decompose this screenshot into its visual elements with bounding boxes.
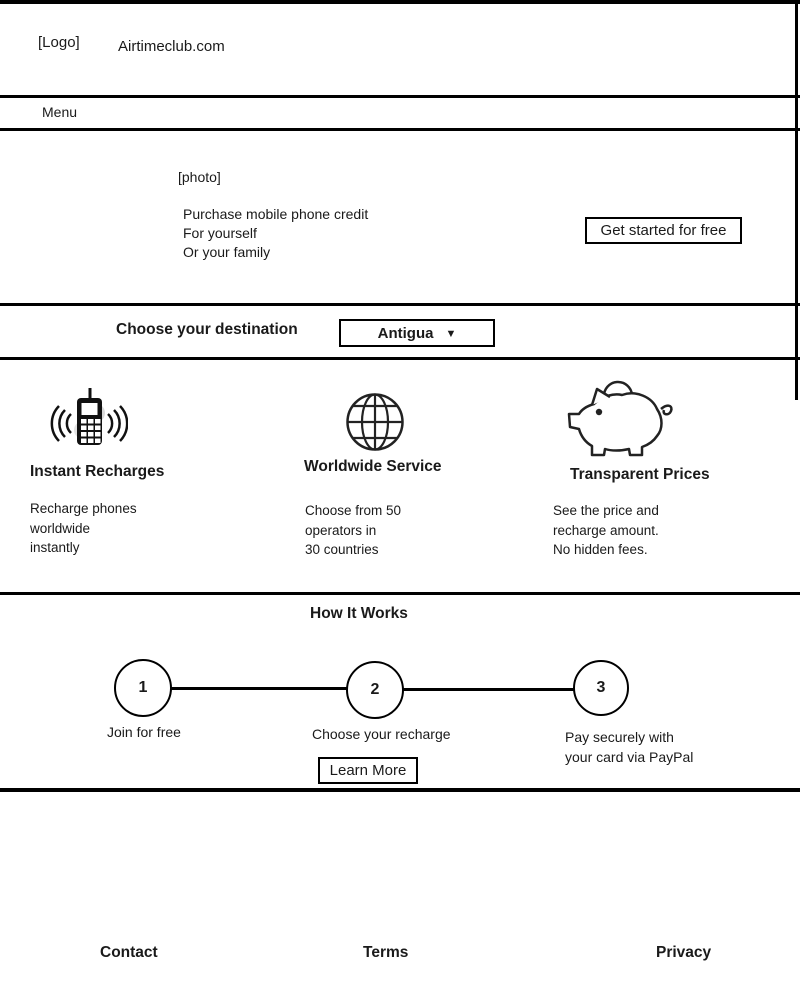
destination-selected-value: Antigua	[377, 324, 434, 342]
feature-title-transparent-prices: Transparent Prices	[570, 466, 710, 483]
footer-link-contact[interactable]: Contact	[100, 944, 158, 961]
destination-dropdown[interactable]	[339, 319, 495, 347]
feature-line: instantly	[30, 540, 80, 555]
step-circle-3	[573, 660, 629, 716]
destination-top-line	[0, 303, 800, 306]
how-it-works-bottom-line	[0, 788, 800, 792]
how-it-works-top-line	[0, 592, 800, 595]
feature-title-worldwide-service: Worldwide Service	[304, 458, 442, 475]
menu-item[interactable]: Menu	[42, 104, 78, 120]
step-label-1: Join for free	[107, 724, 181, 740]
step-label-line: your card via PayPal	[565, 749, 694, 765]
caret-down-icon: ▼	[445, 327, 457, 340]
how-it-works-title: How It Works	[310, 605, 408, 622]
step-number: 2	[370, 681, 380, 698]
hero-tagline-line3: Or your family	[183, 244, 271, 260]
feature-line: operators in	[305, 522, 377, 538]
step-label-line: Pay securely with	[565, 729, 674, 745]
get-started-button[interactable]: Get started for free	[585, 217, 742, 244]
feature-text-instant-recharges	[30, 499, 137, 558]
step-label-3	[565, 727, 693, 767]
globe-icon	[344, 391, 406, 458]
mobile-phone-icon	[48, 386, 128, 463]
feature-line: See the price and	[553, 503, 659, 518]
learn-more-button[interactable]: Learn More	[318, 757, 418, 784]
site-name: Airtimeclub.com	[118, 38, 225, 55]
step-connector-2	[403, 688, 575, 691]
menu-bottom-line	[0, 128, 800, 131]
top-border	[0, 0, 800, 4]
step-label-2: Choose your recharge	[312, 726, 451, 742]
destination-bottom-line	[0, 357, 800, 360]
feature-line: worldwide	[30, 520, 91, 536]
feature-line: Choose from 50	[305, 503, 402, 518]
step-number: 3	[596, 679, 606, 696]
step-circle-2	[346, 661, 404, 719]
footer-link-terms[interactable]: Terms	[363, 944, 409, 961]
feature-text-transparent-prices	[553, 501, 659, 560]
feature-line: recharge amount.	[553, 522, 659, 538]
feature-line: Recharge phones	[30, 501, 137, 516]
step-connector-1	[171, 687, 347, 690]
destination-heading: Choose your destination	[116, 321, 298, 338]
piggy-bank-icon	[558, 378, 678, 471]
footer-link-privacy[interactable]: Privacy	[656, 944, 712, 961]
step-number: 1	[138, 679, 148, 696]
hero-tagline-line2: For yourself	[183, 225, 257, 241]
step-circle-1	[114, 659, 172, 717]
logo-placeholder: [Logo]	[38, 34, 80, 51]
feature-line: 30 countries	[305, 542, 379, 557]
feature-line: No hidden fees.	[553, 542, 648, 557]
menu-top-line	[0, 95, 800, 98]
page-right-border	[795, 0, 798, 400]
hero-tagline-line1: Purchase mobile phone credit	[183, 206, 369, 222]
feature-text-worldwide-service	[305, 501, 401, 560]
hero-photo-placeholder: [photo]	[178, 169, 221, 185]
feature-title-instant-recharges: Instant Recharges	[30, 463, 165, 480]
